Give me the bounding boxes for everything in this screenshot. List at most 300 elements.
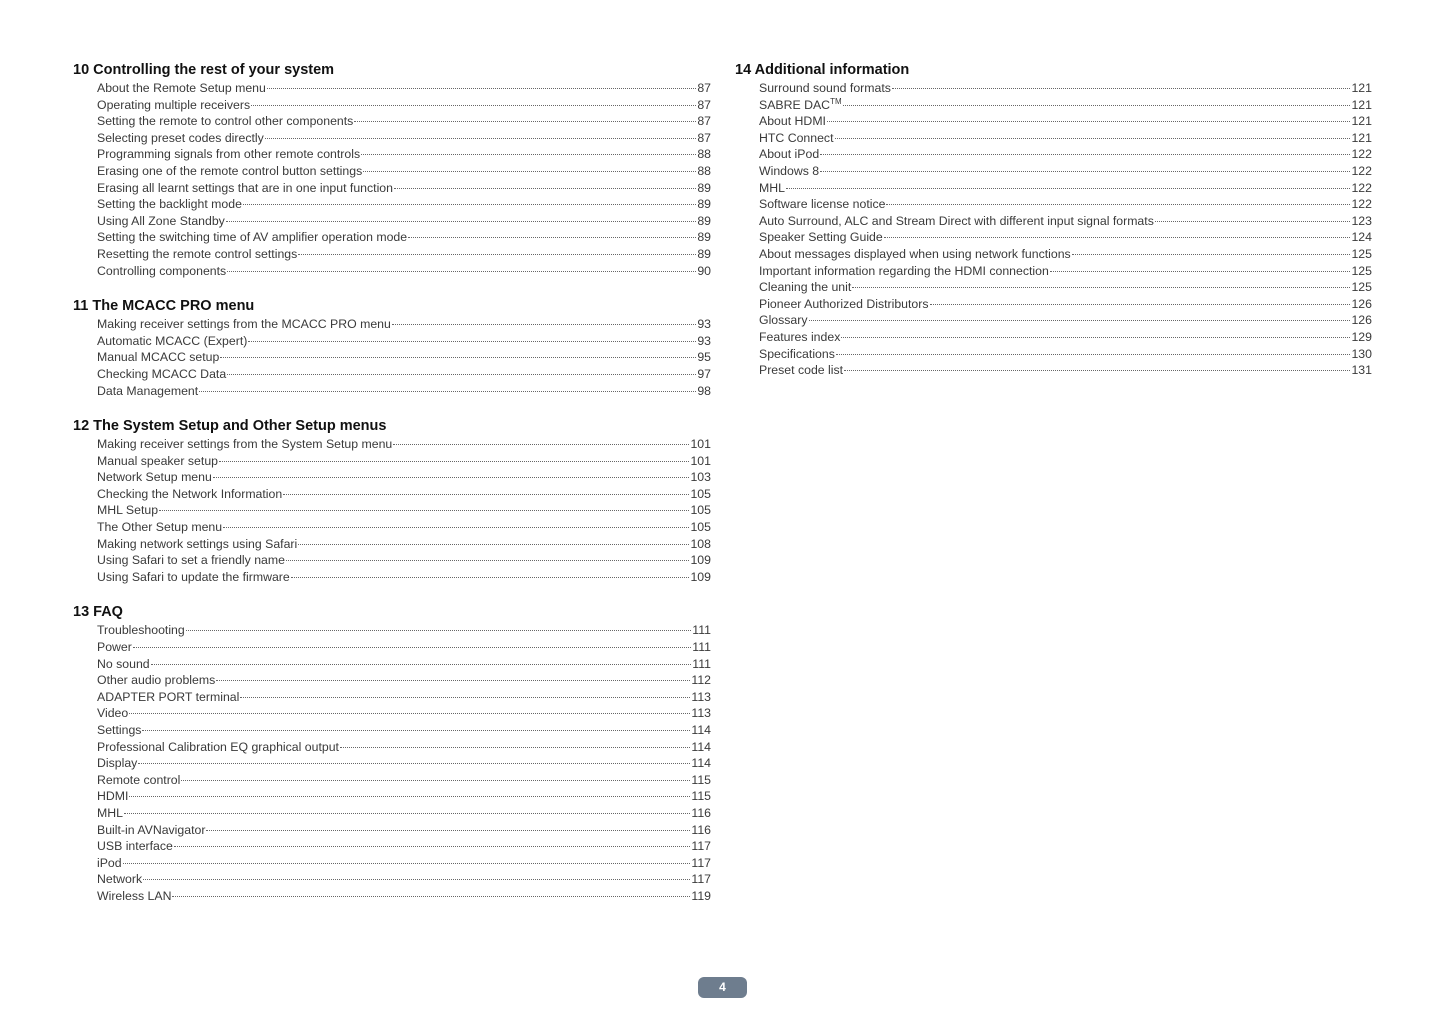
toc-entry-title (97, 855, 122, 872)
toc-entry[interactable] (735, 312, 1372, 329)
toc-entry[interactable] (735, 229, 1372, 246)
toc-entry-title (759, 312, 808, 329)
dot-leader (172, 896, 690, 897)
dot-leader (1050, 271, 1351, 272)
dot-leader (223, 527, 689, 528)
dot-leader (186, 630, 692, 631)
toc-entry-title (97, 246, 297, 263)
dot-leader (220, 357, 696, 358)
toc-entry[interactable] (73, 855, 711, 872)
toc-entry-title (97, 196, 242, 213)
page-number-badge: 4 (698, 977, 747, 998)
dot-leader (199, 391, 696, 392)
toc-entry-title (97, 755, 137, 772)
toc-entry[interactable] (735, 97, 1372, 114)
toc-entry-title-text: Using Safari to update the firmware (97, 569, 290, 584)
toc-entry-title (97, 656, 150, 673)
toc-entry-title (97, 838, 173, 855)
toc-entry[interactable] (73, 333, 711, 350)
dot-leader (240, 697, 690, 698)
toc-entry-title (759, 213, 1154, 230)
dot-leader (159, 510, 689, 511)
toc-entry-title-text: Resetting the remote control settings (97, 246, 298, 261)
toc-entry-title-text: Data Management (97, 383, 199, 398)
toc-entry-title-text: About the Remote Setup menu (97, 81, 266, 95)
dot-leader (286, 560, 690, 561)
toc-entry-page-number: 122 (1351, 163, 1372, 178)
toc-entry-page-number: 97 (697, 366, 711, 381)
toc-entry-title (97, 689, 239, 706)
toc-entry-page-number: 114 (691, 723, 711, 737)
toc-entry[interactable] (73, 80, 711, 97)
toc-entry-title-text: Settings (97, 723, 142, 737)
toc-entry-page-number: 116 (691, 805, 711, 820)
toc-section (73, 603, 711, 904)
toc-entry-title-text: Automatic MCACC (Expert) (97, 333, 248, 348)
toc-entry-title-text: Important information regarding the HDMI connection (759, 263, 1049, 278)
toc-entry[interactable] (73, 672, 711, 689)
toc-entry-title-text: Display (97, 756, 138, 771)
dot-leader (123, 863, 691, 864)
dot-leader (1072, 254, 1351, 255)
toc-entry-page-number: 88 (697, 163, 711, 178)
toc-entry[interactable] (735, 113, 1372, 130)
dot-leader (267, 88, 696, 89)
toc-entry-title (97, 366, 226, 383)
toc-entry-title (759, 346, 835, 363)
dot-leader (809, 320, 1351, 321)
toc-entry-title (97, 163, 362, 180)
toc-entry-page-number: 126 (1351, 313, 1372, 328)
toc-entry-page-number: 108 (690, 536, 711, 551)
toc-entry[interactable] (73, 349, 711, 366)
dot-leader (786, 188, 1351, 189)
dot-leader (363, 171, 696, 172)
dot-leader (836, 354, 1351, 355)
toc-entry[interactable] (73, 838, 711, 855)
dot-leader (852, 287, 1350, 288)
toc-entry-page-number: 125 (1351, 280, 1372, 295)
toc-entry-title (759, 229, 883, 246)
toc-entry-page-number: 119 (691, 888, 711, 903)
toc-entry-title (97, 436, 392, 453)
dot-leader (216, 680, 690, 681)
toc-entry-title-text: Manual speaker setup (97, 453, 218, 468)
dot-leader (265, 138, 697, 139)
toc-entry-page-number: 122 (1351, 180, 1372, 195)
toc-entry[interactable] (73, 180, 711, 197)
dot-leader (340, 747, 690, 748)
toc-entry-page-number: 111 (692, 656, 711, 671)
toc-entry-title-text: Using Safari to set a friendly name (97, 553, 285, 568)
toc-entry-page-number: 87 (697, 97, 711, 112)
toc-entry[interactable] (73, 656, 711, 673)
toc-entry-page-number: 111 (692, 623, 711, 638)
toc-entry[interactable] (73, 469, 711, 486)
dot-leader (219, 461, 689, 462)
toc-entry[interactable] (735, 146, 1372, 163)
section-title[interactable]: 13 FAQ (73, 604, 123, 621)
toc-section (735, 61, 1372, 379)
dot-leader (298, 254, 696, 255)
toc-entry[interactable] (73, 383, 711, 400)
toc-entry-title (97, 871, 142, 888)
toc-entry-page-number: 89 (697, 213, 711, 228)
toc-entry-title-text: Making receiver settings from the MCACC PRO menu (97, 317, 391, 332)
toc-entry-page-number: 105 (690, 503, 711, 518)
toc-entry-page-number: 124 (1351, 230, 1372, 245)
toc-entry-page-number: 131 (1351, 363, 1372, 378)
toc-entry[interactable] (73, 213, 711, 230)
toc-entry-title (97, 316, 391, 333)
toc-entry[interactable] (73, 246, 711, 263)
toc-entry-title-text: About HDMI (759, 114, 826, 129)
toc-entry-page-number: 89 (697, 180, 711, 195)
toc-entry[interactable] (73, 772, 711, 789)
toc-entry-page-number: 87 (697, 114, 711, 129)
toc-entry-title (97, 805, 123, 822)
toc-entry[interactable] (73, 722, 711, 739)
dot-leader (394, 188, 696, 189)
toc-entry-title (759, 329, 840, 346)
toc-entry-title (759, 97, 842, 114)
dot-leader (827, 121, 1350, 122)
toc-entry-title-text: Selecting preset codes directly (97, 130, 264, 145)
dot-leader (886, 204, 1350, 205)
toc-entry-title-text: Other audio problems (97, 673, 216, 688)
toc-entry-page-number: 114 (691, 756, 711, 771)
toc-entry[interactable] (735, 279, 1372, 296)
toc-entry-title-text: Auto Surround, ALC and Stream Direct with different input signal formats (759, 213, 1154, 228)
toc-entry-title-text: Programming signals from other remote controls (97, 147, 361, 162)
toc-entry-title (759, 146, 819, 163)
dot-leader (138, 763, 690, 764)
toc-entry-title-text: Network (97, 872, 143, 887)
toc-entry[interactable] (735, 80, 1372, 97)
toc-entry-page-number: 117 (691, 855, 711, 870)
section-title[interactable]: 14 Additional information (735, 62, 910, 78)
toc-entry[interactable] (735, 180, 1372, 197)
dot-leader (151, 664, 692, 665)
toc-entry[interactable] (735, 196, 1372, 213)
toc-entry-page-number: 125 (1351, 263, 1372, 278)
toc-entry[interactable] (73, 229, 711, 246)
toc-entry-title (97, 888, 171, 905)
toc-entry-page-number: 89 (697, 197, 711, 212)
toc-entry-page-number: 117 (691, 872, 711, 887)
toc-entry-page-number: 105 (690, 520, 711, 535)
toc-entry[interactable] (73, 316, 711, 333)
toc-entry-title-text: Remote control (97, 772, 181, 787)
toc-entry-title-text: Surround sound formats (759, 81, 891, 95)
toc-entry[interactable] (735, 346, 1372, 363)
dot-leader (820, 171, 1350, 172)
toc-entry[interactable] (73, 569, 711, 586)
dot-leader (843, 105, 1351, 106)
dot-leader (142, 730, 690, 731)
toc-entry-page-number: 113 (691, 706, 711, 721)
dot-leader (1155, 221, 1351, 222)
toc-entry-title-text: Manual MCACC setup (97, 350, 220, 365)
toc-entry-title-text: Making network settings using Safari (97, 536, 298, 551)
toc-entry-page-number: 89 (697, 246, 711, 261)
toc-entry-title (97, 552, 285, 569)
toc-entry-title (759, 163, 819, 180)
toc-entry-title-text: USB interface (97, 839, 173, 854)
dot-leader (354, 121, 696, 122)
toc-entry-page-number: 89 (697, 230, 711, 245)
toc-entry-page-number: 114 (691, 739, 711, 754)
toc-entry-title-text: Wireless LAN (97, 888, 172, 903)
toc-entry-title-text: About iPod (759, 147, 820, 162)
toc-entry-page-number: 117 (691, 839, 711, 854)
toc-entry-page-number: 126 (1351, 296, 1372, 311)
dot-leader (206, 830, 690, 831)
toc-entry-title (97, 722, 141, 739)
toc-entry-title-text: MHL (759, 180, 785, 195)
dot-leader (820, 154, 1350, 155)
toc-entry[interactable] (73, 486, 711, 503)
dot-leader (283, 494, 689, 495)
dot-leader (392, 324, 696, 325)
toc-entry-list (73, 622, 711, 904)
toc-entry-title-text: Using All Zone Standby (97, 213, 225, 228)
toc-entry[interactable] (73, 536, 711, 553)
toc-entry-page-number: 130 (1351, 346, 1372, 361)
dot-leader (361, 154, 696, 155)
toc-entry-page-number: 129 (1351, 329, 1372, 344)
toc-entry[interactable] (735, 246, 1372, 263)
toc-entry-page-number: 109 (690, 569, 711, 584)
toc-entry-title-text: Software license notice (759, 197, 886, 212)
toc-entry-title (759, 180, 785, 197)
toc-entry-title-text: Checking MCACC Data (97, 366, 227, 381)
toc-entry[interactable] (73, 113, 711, 130)
toc-entry-page-number: 115 (691, 772, 711, 787)
toc-entry-page-number: 103 (690, 470, 711, 485)
toc-entry-page-number: 122 (1351, 147, 1372, 162)
toc-entry-title-text: iPod (97, 855, 122, 870)
toc-entry-title (759, 80, 891, 97)
toc-entry-title (759, 263, 1049, 280)
toc-entry-title (97, 146, 360, 163)
toc-entry[interactable] (73, 97, 711, 114)
toc-entry-title-text: Setting the switching time of AV amplifier operation mode (97, 230, 408, 245)
toc-entry[interactable] (73, 366, 711, 383)
toc-entry-title-text: Checking the Network Information (97, 486, 283, 501)
toc-column-left (73, 61, 711, 923)
dot-leader (227, 271, 696, 272)
toc-entry-title (97, 622, 185, 639)
toc-entry[interactable] (73, 888, 711, 905)
toc-entry-title (759, 196, 885, 213)
toc-entry-title-text: ADAPTER PORT terminal (97, 689, 240, 704)
toc-entry-page-number: 122 (1351, 197, 1372, 212)
toc-entry[interactable] (735, 329, 1372, 346)
toc-entry-title (759, 246, 1071, 263)
toc-entry-title (97, 705, 128, 722)
toc-entry-page-number: 111 (692, 640, 711, 655)
toc-entry-page-number: 121 (1351, 97, 1372, 112)
dot-leader (129, 713, 690, 714)
toc-entry-title (97, 229, 407, 246)
toc-entry-title (759, 279, 851, 296)
toc-entry-title-text: Glossary (759, 313, 808, 328)
dot-leader (291, 577, 690, 578)
toc-entry-title-text: Network Setup menu (97, 470, 212, 485)
toc-entry-title (97, 672, 215, 689)
toc-entry-title (759, 130, 834, 147)
toc-entry-title (97, 569, 290, 586)
dot-leader (243, 204, 696, 205)
toc-entry-title-text: Windows 8 (759, 163, 820, 178)
toc-entry-page-number: 121 (1351, 114, 1372, 129)
toc-entry[interactable] (73, 871, 711, 888)
toc-entry-title (97, 97, 250, 114)
toc-entry[interactable] (73, 519, 711, 536)
toc-entry[interactable] (73, 163, 711, 180)
toc-entry[interactable] (73, 130, 711, 147)
toc-entry-page-number: 93 (697, 317, 711, 332)
toc-entry-title (97, 453, 218, 470)
toc-entry-page-number: 115 (691, 789, 711, 804)
toc-entry-page-number: 101 (690, 437, 711, 452)
toc-entry-title-text: Erasing one of the remote control button settings (97, 163, 363, 178)
toc-entry-title (97, 213, 225, 230)
trademark-superscript: TM (830, 96, 842, 106)
toc-entry-title (97, 739, 339, 756)
toc-entry-title (97, 519, 222, 536)
toc-entry-page-number: 109 (690, 553, 711, 568)
toc-entry[interactable] (735, 163, 1372, 180)
toc-entry-title-text: Troubleshooting (97, 623, 185, 638)
toc-entry-title-text: About messages displayed when using network functions (759, 246, 1071, 261)
toc-entry[interactable] (73, 502, 711, 519)
toc-entry-title-text: Setting the backlight mode (97, 197, 242, 212)
toc-entry-title (97, 502, 158, 519)
toc-entry[interactable] (735, 263, 1372, 280)
toc-entry-title-text: Cleaning the unit (759, 280, 852, 295)
toc-entry-page-number: 88 (697, 147, 711, 162)
dot-leader (393, 444, 689, 445)
section-title[interactable]: 10 Controlling the rest of your system (73, 62, 335, 78)
toc-entry[interactable] (735, 213, 1372, 230)
toc-section (73, 297, 711, 399)
toc-entry-title-text: SABRE DAC (759, 97, 831, 112)
toc-entry-title-text: Preset code list (759, 363, 844, 378)
dot-leader (248, 341, 696, 342)
toc-entry-title (97, 349, 219, 366)
toc-entry-page-number: 87 (697, 130, 711, 145)
toc-entry-title-text: MHL Setup (97, 503, 159, 518)
section-title[interactable]: 12 The System Setup and Other Setup menus (73, 418, 387, 435)
dot-leader (835, 138, 1351, 139)
dot-leader (841, 337, 1350, 338)
toc-entry[interactable] (73, 263, 711, 280)
toc-entry-title (97, 130, 264, 147)
toc-entry[interactable] (73, 755, 711, 772)
dot-leader (408, 237, 696, 238)
toc-entry[interactable] (73, 805, 711, 822)
toc-entry-page-number: 90 (697, 263, 711, 278)
toc-entry-title-text: Making receiver settings from the System Setup menu (97, 437, 393, 452)
toc-entry[interactable] (735, 362, 1372, 379)
toc-entry-title-text: Setting the remote to control other components (97, 114, 354, 129)
toc-entry-title (97, 383, 198, 400)
toc-entry-title (97, 822, 205, 839)
toc-entry[interactable] (73, 788, 711, 805)
toc-entry[interactable] (735, 130, 1372, 147)
toc-entry[interactable] (73, 739, 711, 756)
toc-entry[interactable] (735, 296, 1372, 313)
toc-entry-title-text: Power (97, 640, 132, 655)
toc-entry-title (97, 80, 266, 97)
toc-entry-title (759, 296, 929, 313)
dot-leader (181, 780, 690, 781)
toc-entry[interactable] (73, 705, 711, 722)
toc-entry-title (97, 333, 247, 350)
toc-entry-title (97, 486, 282, 503)
toc-entry[interactable] (73, 689, 711, 706)
toc-entry-list (735, 80, 1372, 379)
dot-leader (930, 304, 1351, 305)
toc-entry-title (97, 639, 132, 656)
toc-column-right (735, 61, 1372, 397)
dot-leader (227, 374, 696, 375)
toc-section (73, 417, 711, 585)
toc-entry[interactable] (73, 453, 711, 470)
toc-entry[interactable] (73, 622, 711, 639)
toc-entry[interactable] (73, 822, 711, 839)
toc-section (73, 61, 711, 279)
dot-leader (143, 879, 690, 880)
toc-entry-page-number: 95 (697, 350, 711, 365)
toc-entry-title-text: HDMI (97, 789, 129, 804)
toc-entry[interactable] (73, 196, 711, 213)
toc-entry-title-text: No sound (97, 656, 150, 671)
toc-entry-page-number: 101 (690, 453, 711, 468)
toc-entry-page-number: 121 (1351, 81, 1372, 95)
toc-entry[interactable] (73, 552, 711, 569)
dot-leader (844, 370, 1350, 371)
toc-entry-list (73, 316, 711, 399)
dot-leader (226, 221, 696, 222)
toc-entry-title-text: Features index (759, 329, 841, 344)
toc-entry[interactable] (73, 639, 711, 656)
toc-entry-title (97, 469, 212, 486)
toc-entry[interactable] (73, 146, 711, 163)
toc-entry-title (97, 113, 353, 130)
toc-entry-title-text: Speaker Setting Guide (759, 230, 883, 245)
toc-entry-title (97, 788, 128, 805)
section-title[interactable]: 11 The MCACC PRO menu (73, 298, 255, 315)
dot-leader (213, 477, 690, 478)
toc-entry-title-text: Operating multiple receivers (97, 97, 251, 112)
toc-entry-list (73, 436, 711, 585)
toc-entry-title-text: The Other Setup menu (97, 520, 223, 535)
toc-entry[interactable] (73, 436, 711, 453)
toc-entry-list (73, 80, 711, 279)
toc-entry-title-text: Controlling components (97, 263, 227, 278)
dot-leader (174, 846, 691, 847)
toc-entry-title (759, 113, 826, 130)
toc-entry-page-number: 112 (691, 673, 711, 688)
toc-entry-page-number: 113 (691, 689, 711, 704)
toc-entry-title-text: Professional Calibration EQ graphical output (97, 739, 339, 754)
dot-leader (129, 796, 690, 797)
toc-entry-title-text: Specifications (759, 346, 835, 361)
toc-entry-page-number: 93 (697, 333, 711, 348)
